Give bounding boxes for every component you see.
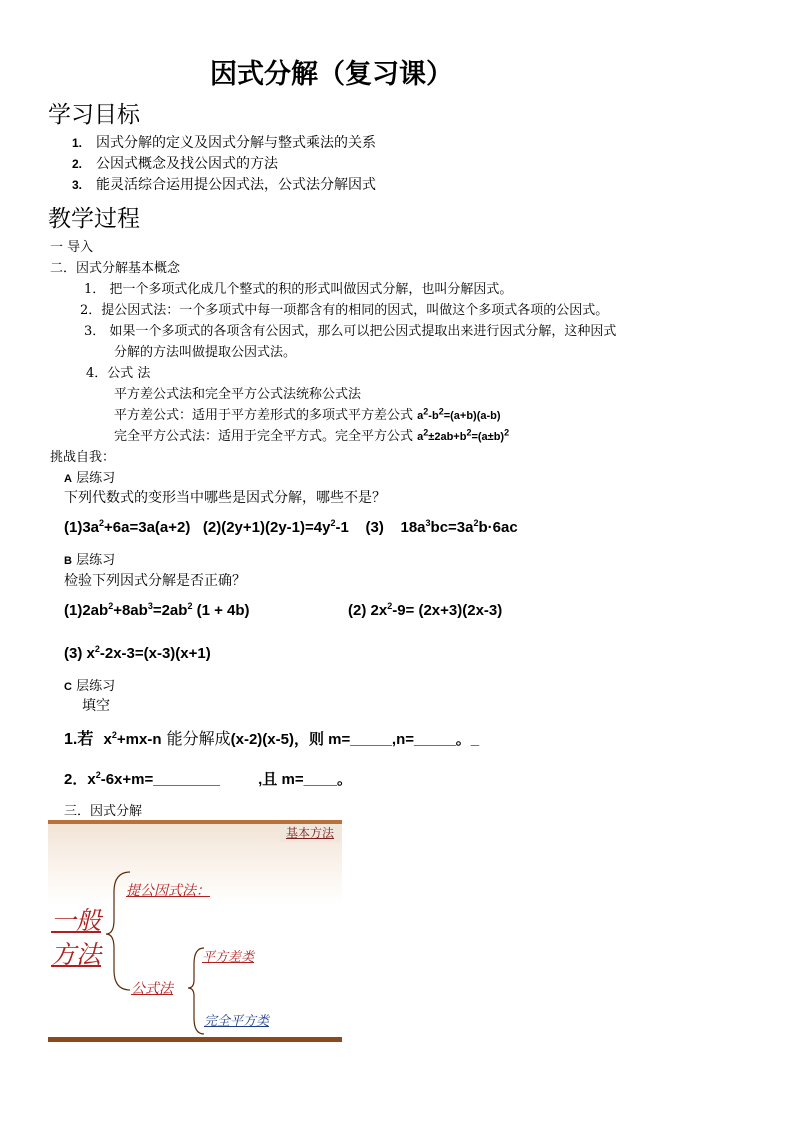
cq1-factors: (x-2)(x-5) [230, 731, 294, 748]
concept-item-4: 4．公式 法 [86, 366, 151, 381]
level-c-letter: C [64, 681, 72, 693]
diagram-bottom-bar [48, 1037, 342, 1042]
cq2-end: ,且 m=____。 [258, 771, 352, 788]
cq2-prefix: 2． [64, 771, 88, 788]
diagram-main-line-1: 一般 [51, 906, 102, 935]
level-c-fill: 填空 [82, 698, 110, 714]
diagram-branch-formula: 公式法 [131, 981, 173, 997]
level-b-exercise-2: (2) $2x^2-9= (2x+3)(2x-3)$ [348, 601, 503, 619]
level-b-letter: B [64, 555, 72, 567]
level-a-question: 下列代数式的变形当中哪些是因式分解，哪些不是？ [64, 490, 386, 506]
concept-item-3-cont: 分解的方法叫做提取公因式法。 [114, 345, 297, 360]
cq2-expr: $x^2-6x+m=\_\_\_\_\_\_\_\_$ [87, 770, 220, 788]
goal-text: 因式分解的定义及因式分解与整式乘法的关系 [96, 135, 376, 151]
level-a-title: 层练习 [76, 471, 116, 486]
concept-item-1: 1． 把一个多项式化成几个整式的积的形式叫做因式分解，也叫分解因式。 [84, 282, 513, 297]
level-b-exercise-3: (3) $x^2-2x-3=(x-3)(x+1)$ [64, 644, 211, 662]
ps-text: 完全平方公式法：适用于完全平方式。完全平方公式 [114, 429, 414, 444]
diagram-branch-common-factor: 提公因式法： [126, 883, 210, 899]
challenge-heading: 挑战自我： [50, 450, 116, 465]
goal-text: 公因式概念及找公因式的方法 [96, 156, 278, 172]
level-a-letter: A [64, 473, 72, 485]
part-concepts: 二．因式分解基本概念 [50, 261, 181, 276]
section-heading-goals: 学习目标 [48, 102, 140, 128]
level-c-question-2 [64, 768, 352, 789]
goal-item-3 [72, 174, 376, 194]
goal-num: 2. [72, 157, 83, 171]
part-factorization: 三．因式分解 [64, 804, 143, 819]
cq1-end: ，则 m=_____,n=_____。_ [293, 731, 480, 748]
cq1-expr: $x^2+mx-n$ [103, 730, 162, 748]
goal-item-2 [72, 153, 278, 173]
level-a-exercises: $(1)3a^2+6a=3a(a+2)$ $(2)(2y+1)(2y-1)=4y^2-1$ (3) $18a^3bc=3a^2b\cdot 6ac$ [64, 518, 518, 536]
concept-item-2: 2．提公因式法：一个多项式中每一项都含有的相同的因式，叫做这个多项式各项的公因式。 [80, 303, 609, 318]
concept-item-3: 3． 如果一个多项式的各项含有公因式，那么可以把公因式提取出来进行因式分解，这种因式 [84, 324, 617, 339]
level-b-exercise-1: $(1)2ab^2+8ab^3=2ab^2$ (1 + 4b) [64, 601, 250, 619]
diagram-tag: 基本方法 [280, 824, 340, 842]
ps-formula: $a^2\pm 2ab+b^2=(a\pm b)^2$ [417, 427, 510, 443]
method-diagram [48, 820, 342, 1042]
dos-text: 平方差公式：适用于平方差形式的多项式平方差公式 [114, 408, 414, 423]
perfect-square-line [114, 425, 509, 444]
level-b-title: 层练习 [76, 553, 116, 568]
page-title: 因式分解（复习课） [210, 59, 453, 90]
difference-of-squares-line [114, 404, 501, 423]
goal-item-1 [72, 132, 376, 152]
level-a-heading [64, 467, 115, 486]
level-c-title: 层练习 [76, 679, 116, 694]
level-c-question-1 [64, 726, 479, 749]
dos-formula: $a^2-b^2=(a+b)(a-b)$ [417, 406, 501, 422]
goal-text: 能灵活综合运用提公因式法，公式法分解因式 [96, 177, 376, 193]
diagram-sub-perfect-square: 完全平方类 [204, 1014, 270, 1029]
part-intro: 一 导入 [50, 240, 94, 255]
level-b-heading [64, 549, 115, 568]
level-c-heading [64, 675, 115, 694]
goal-num: 3. [72, 178, 83, 192]
level-b-question: 检验下列因式分解是否正确？ [64, 573, 246, 589]
diagram-main-line-2: 方法 [51, 940, 102, 969]
section-heading-process: 教学过程 [48, 206, 140, 232]
cq1-prefix: 1.若 [64, 731, 94, 748]
formula-method-intro: 平方差公式法和完全平方公式法统称公式法 [114, 387, 362, 402]
goal-num: 1. [72, 136, 83, 150]
diagram-sub-difference-squares: 平方差类 [202, 950, 255, 965]
cq1-mid: 能分解成 [166, 729, 231, 748]
